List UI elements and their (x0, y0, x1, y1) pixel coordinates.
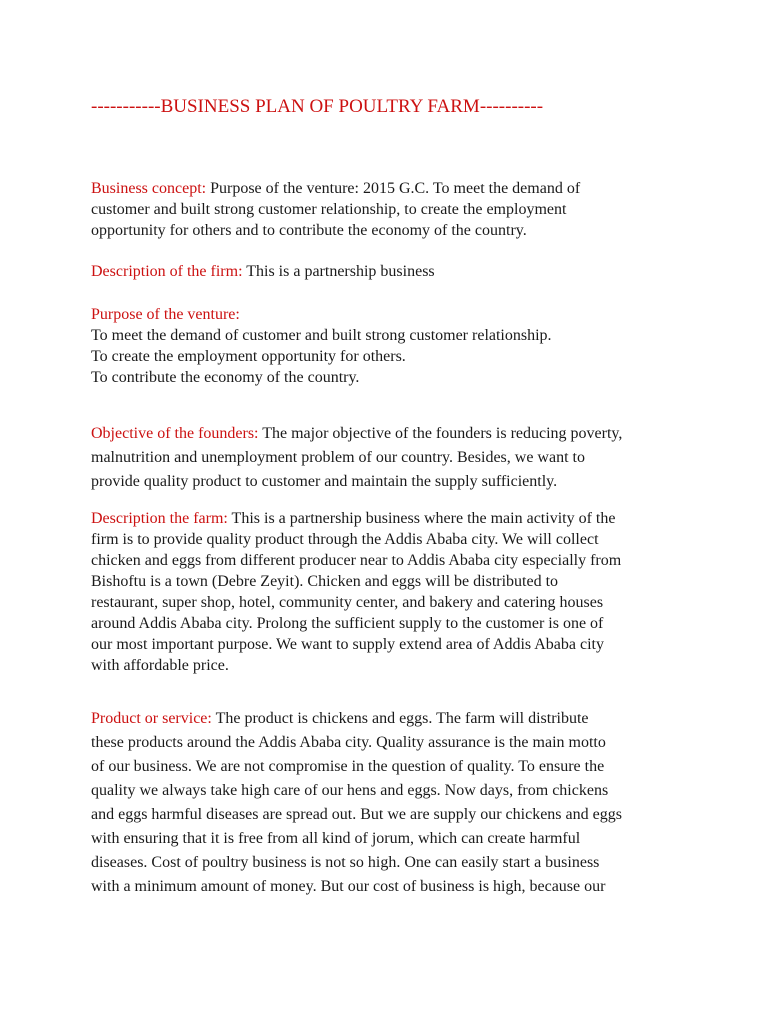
section-business-concept (91, 178, 691, 241)
section-line (91, 422, 691, 446)
document-title: -----------BUSINESS PLAN OF POULTRY FARM---------- (91, 96, 544, 117)
section-text: Bishoftu is a town (Debre Zeyit). Chicken and eggs will be distributed to (91, 573, 559, 590)
section-text: opportunity for others and to contribute the economy of the country. (91, 222, 527, 239)
section-line (91, 707, 691, 731)
section-text: diseases. Cost of poultry business is not so high. One can easily start a business (91, 854, 600, 871)
section-text: To meet the demand of customer and built strong customer relationship. (91, 327, 552, 344)
section-heading: Product or service: (91, 710, 212, 727)
section-text: with affordable price. (91, 657, 229, 674)
section-description-of-firm (91, 261, 691, 282)
section-text: with a minimum amount of money. But our cost of business is high, because our (91, 878, 606, 895)
section-objective-of-founders (91, 422, 691, 494)
section-heading: Description of the firm: (91, 263, 243, 280)
section-text: Purpose of the venture: 2015 G.C. To meet the demand of (206, 180, 581, 197)
section-heading: Purpose of the venture: (91, 306, 240, 323)
section-text: our most important purpose. We want to supply extend area of Addis Ababa city (91, 636, 604, 653)
section-text: To create the employment opportunity for others. (91, 348, 406, 365)
section-purpose-of-venture (91, 304, 691, 388)
section-text: This is a partnership business where the main activity of the (227, 510, 616, 527)
section-text: provide quality product to customer and maintain the supply sufficiently. (91, 473, 558, 490)
section-text: The product is chickens and eggs. The farm will distribute (211, 710, 589, 727)
section-text: quality we always take high care of our hens and eggs. Now days, from chickens (91, 782, 609, 799)
section-heading: Description the farm: (91, 510, 228, 527)
section-text: customer and built strong customer relationship, to create the employment (91, 201, 567, 218)
section-text: To contribute the economy of the country. (91, 369, 360, 386)
section-text: chicken and eggs from different producer near to Addis Ababa city especially from (91, 552, 622, 569)
section-text: firm is to provide quality product through the Addis Ababa city. We will collect (91, 531, 599, 548)
section-text: these products around the Addis Ababa city. Quality assurance is the main motto (91, 734, 606, 751)
section-text: with ensuring that it is free from all kind of jorum, which can create harmful (91, 830, 581, 847)
section-text: of our business. We are not compromise in the question of quality. To ensure the (91, 758, 605, 775)
section-description-the-farm (91, 508, 691, 676)
section-line (91, 508, 691, 529)
section-text: and eggs harmful diseases are spread out. But we are supply our chickens and eggs (91, 806, 622, 823)
section-heading: Business concept: (91, 180, 207, 197)
section-heading: Objective of the founders: (91, 425, 259, 442)
section-text: restaurant, super shop, hotel, community center, and bakery and catering houses (91, 594, 604, 611)
section-line (91, 261, 691, 282)
section-text: This is a partnership business (242, 263, 435, 280)
section-product-or-service (91, 707, 691, 899)
section-line (91, 178, 691, 199)
section-text: around Addis Ababa city. Prolong the sufficient supply to the customer is one of (91, 615, 604, 632)
section-text: malnutrition and unemployment problem of our country. Besides, we want to (91, 449, 585, 466)
section-text: The major objective of the founders is reducing poverty, (258, 425, 623, 442)
